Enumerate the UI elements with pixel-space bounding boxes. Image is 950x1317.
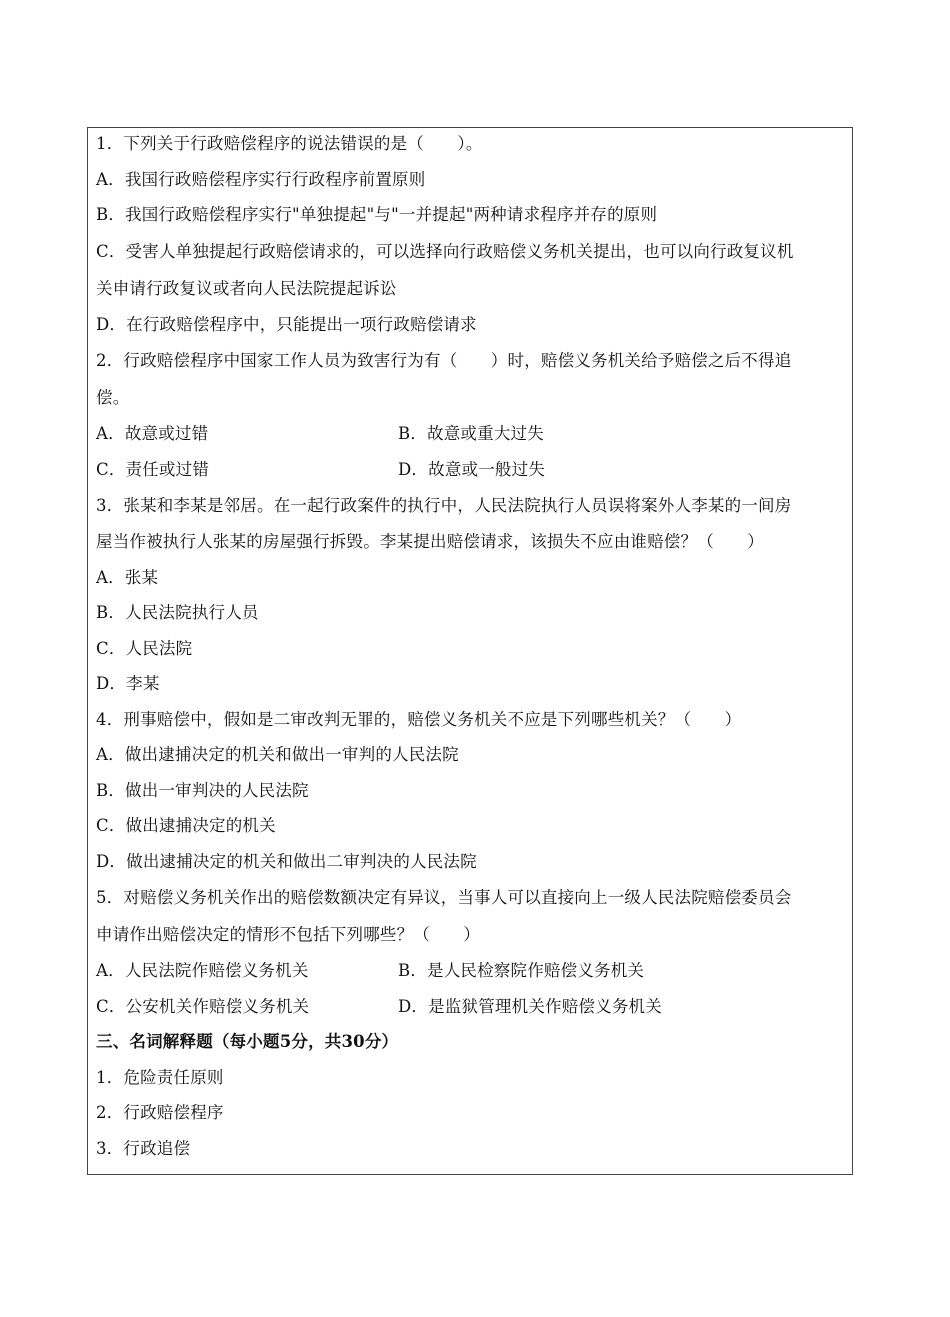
q2-stem-line1: 2．行政赔偿程序中国家工作人员为致害行为有（ ）时，赔偿义务机关给予赔偿之后不得追 — [96, 351, 792, 370]
q5-options-row2 — [96, 989, 848, 1025]
q1-option-d: D．在行政赔偿程序中，只能提出一项行政赔偿请求 — [96, 314, 477, 334]
q2-option-a: A．故意或过错 — [96, 424, 209, 443]
q5-stem-line1: 5．对赔偿义务机关作出的赔偿数额决定有异议，当事人可以直接向上一级人民法院赔偿委员会 — [96, 888, 792, 907]
section3-item-2: 2．行政赔偿程序 — [96, 1103, 224, 1122]
q3-option-a: A．张某 — [96, 567, 159, 587]
q5-option-d: D．是监狱管理机关作赔偿义务机关 — [398, 996, 662, 1016]
q4-stem: 4．刑事赔偿中，假如是二审改判无罪的，赔偿义务机关不应是下列哪些机关？（ ） — [96, 709, 742, 729]
section3-item-1: 1．危险责任原则 — [96, 1067, 224, 1087]
q4-option-b: B．做出一审判决的人民法院 — [96, 780, 309, 800]
q2-options-row1 — [96, 416, 848, 452]
q1-option-a: A．我国行政赔偿程序实行行政程序前置原则 — [96, 169, 426, 189]
q3-option-b: B．人民法院执行人员 — [96, 603, 259, 622]
q3-stem-line2: 屋当作被执行人张某的房屋强行拆毁。李某提出赔偿请求，该损失不应由谁赔偿？（ ） — [96, 532, 764, 551]
q5-options-row1 — [96, 953, 848, 989]
q4-option-c: C．做出逮捕决定的机关 — [96, 816, 276, 835]
document-content — [96, 126, 848, 1166]
q2-options-row2 — [96, 452, 848, 488]
q1-option-c-line1: C．受害人单独提起行政赔偿请求的，可以选择向行政赔偿义务机关提出，也可以向行政复议机 — [96, 241, 794, 261]
section3-heading: 三、名词解释题（每小题5分，共30分） — [96, 1032, 399, 1051]
q2-stem-line2: 偿。 — [96, 388, 130, 407]
q3-option-d: D．李某 — [96, 674, 160, 693]
q2-option-b: B．故意或重大过失 — [398, 424, 544, 443]
q1-stem: 1．下列关于行政赔偿程序的说法错误的是（ ）。 — [96, 134, 483, 153]
q2-option-c: C．责任或过错 — [96, 459, 210, 479]
q3-stem-line1: 3．张某和李某是邻居。在一起行政案件的执行中，人民法院执行人员误将案外人李某的一间房 — [96, 496, 792, 515]
q1-option-c-line2: 关申请行政复议或者向人民法院提起诉讼 — [96, 278, 397, 298]
q5-option-c: C．公安机关作赔偿义务机关 — [96, 996, 310, 1016]
q5-stem-line2: 申请作出赔偿决定的情形不包括下列哪些？（ ） — [96, 925, 481, 944]
q4-option-a: A．做出逮捕决定的机关和做出一审判的人民法院 — [96, 745, 459, 764]
q1-option-b: B．我国行政赔偿程序实行"单独提起"与"一并提起"两种请求程序并存的原则 — [96, 205, 658, 224]
q2-option-d: D．故意或一般过失 — [398, 459, 546, 479]
q5-option-a: A．人民法院作赔偿义务机关 — [96, 961, 309, 980]
section3-item-3: 3．行政追偿 — [96, 1138, 191, 1158]
q3-option-c: C．人民法院 — [96, 638, 193, 658]
q5-option-b: B．是人民检察院作赔偿义务机关 — [398, 961, 645, 980]
q4-option-d: D．做出逮捕决定的机关和做出二审判决的人民法院 — [96, 851, 477, 871]
